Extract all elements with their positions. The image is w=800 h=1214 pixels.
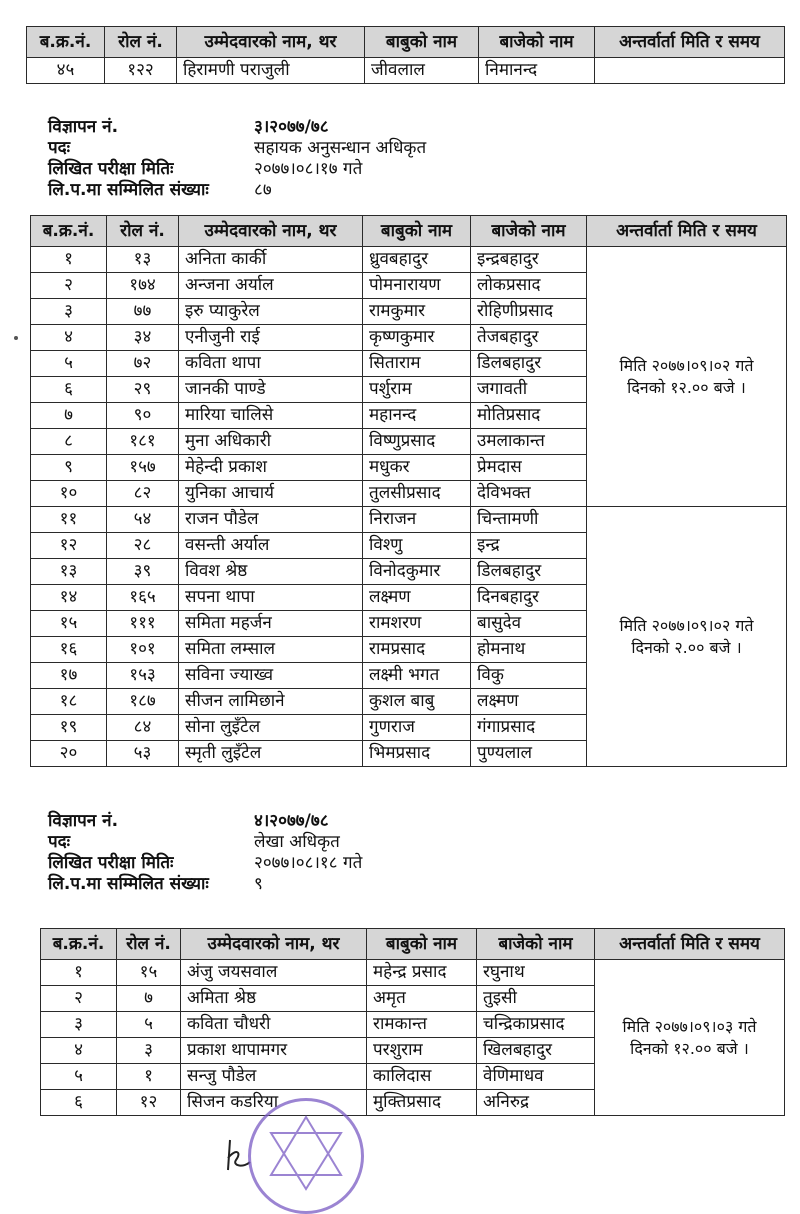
cell-candidate-name: हिरामणी पराजुली (177, 58, 365, 84)
label-participant-count: लि.प.मा सम्मिलित संख्याः (48, 874, 209, 894)
cell-candidate-name: सविना ज्याख्व (179, 663, 363, 689)
cell-candidate-name: मेहेन्दी प्रकाश (179, 455, 363, 481)
header-grandfather-name: बाजेको नाम (479, 27, 595, 58)
cell-serial-no: ४५ (27, 58, 105, 84)
cell-serial-no: १८ (31, 689, 107, 715)
table-body (41, 960, 785, 1116)
value-post: सहायक अनुसन्धान अधिकृत (254, 138, 427, 158)
cell-roll-no: १५७ (107, 455, 179, 481)
cell-roll-no: २८ (107, 533, 179, 559)
candidates-table-advert-3 (30, 215, 787, 767)
table-header-row (31, 216, 787, 247)
cell-father-name: कालिदास (367, 1064, 477, 1090)
cell-father-name: विष्णुप्रसाद (363, 429, 471, 455)
cell-father-name: पोमनारायण (363, 273, 471, 299)
advertisement-info-4 (48, 811, 362, 895)
cell-grandfather-name: वेणिमाधव (477, 1064, 595, 1090)
cell-roll-no: ५ (117, 1012, 181, 1038)
cell-father-name: विनोदकुमार (363, 559, 471, 585)
cell-serial-no: ६ (41, 1090, 117, 1116)
cell-father-name: जीवलाल (365, 58, 479, 84)
cell-father-name: अमृत (367, 986, 477, 1012)
cell-roll-no: १७४ (107, 273, 179, 299)
interview-date: मिति २०७७।०९।०३ गते (622, 1016, 757, 1036)
table-row (31, 507, 787, 533)
value-exam-date: २०७७।०८।१७ गते (254, 159, 363, 179)
cell-roll-no: २९ (107, 377, 179, 403)
cell-grandfather-name: डिलबहादुर (471, 351, 587, 377)
header-roll-no: रोल नं. (117, 929, 181, 960)
cell-father-name: सिताराम (363, 351, 471, 377)
cell-interview-datetime (587, 507, 787, 767)
cell-interview-datetime (595, 960, 785, 1116)
label-participant-count: लि.प.मा सम्मिलित संख्याः (48, 180, 209, 200)
value-exam-date: २०७७।०८।१८ गते (254, 853, 363, 873)
cell-roll-no: ७ (117, 986, 181, 1012)
cell-serial-no: ५ (41, 1064, 117, 1090)
cell-serial-no: १२ (31, 533, 107, 559)
cell-candidate-name: राजन पौडेल (179, 507, 363, 533)
cell-father-name: तुलसीप्रसाद (363, 481, 471, 507)
cell-candidate-name: मुना अधिकारी (179, 429, 363, 455)
cell-roll-no: १८७ (107, 689, 179, 715)
cell-grandfather-name: जगावती (471, 377, 587, 403)
cell-father-name: महेन्द्र प्रसाद (367, 960, 477, 986)
official-seal-icon (248, 1098, 364, 1214)
cell-candidate-name: युनिका आचार्य (179, 481, 363, 507)
header-grandfather-name: बाजेको नाम (477, 929, 595, 960)
cell-candidate-name: एनीजुनी राई (179, 325, 363, 351)
table-body (31, 247, 787, 767)
cell-serial-no: ७ (31, 403, 107, 429)
cell-serial-no: ५ (31, 351, 107, 377)
cell-father-name: गुणराज (363, 715, 471, 741)
cell-candidate-name: अनिता कार्की (179, 247, 363, 273)
cell-grandfather-name: गंगाप्रसाद (471, 715, 587, 741)
interview-time: दिनको १२.०० बजे । (630, 1038, 749, 1058)
cell-grandfather-name: मोतिप्रसाद (471, 403, 587, 429)
cell-serial-no: ६ (31, 377, 107, 403)
cell-grandfather-name: चन्द्रिकाप्रसाद (477, 1012, 595, 1038)
cell-father-name: परशुराम (367, 1038, 477, 1064)
table-header-row (41, 929, 785, 960)
cell-serial-no: १९ (31, 715, 107, 741)
cell-father-name: विश्णु (363, 533, 471, 559)
cell-grandfather-name: अनिरुद्र (477, 1090, 595, 1116)
cell-father-name: रामकुमार (363, 299, 471, 325)
header-roll-no: रोल नं. (105, 27, 177, 58)
cell-father-name: महानन्द (363, 403, 471, 429)
header-serial-no: ब.क्र.नं. (27, 27, 105, 58)
cell-grandfather-name: लक्ष्मण (471, 689, 587, 715)
cell-serial-no: ९ (31, 455, 107, 481)
header-interview-datetime: अन्तर्वार्ता मिति र समय (595, 929, 785, 960)
cell-candidate-name: प्रकाश थापामगर (181, 1038, 367, 1064)
cell-grandfather-name: रघुनाथ (477, 960, 595, 986)
cell-roll-no: १२ (117, 1090, 181, 1116)
cell-father-name: रामप्रसाद (363, 637, 471, 663)
cell-roll-no: ८२ (107, 481, 179, 507)
header-interview-datetime: अन्तर्वार्ता मिति र समय (587, 216, 787, 247)
cell-grandfather-name: तेजबहादुर (471, 325, 587, 351)
cell-roll-no: ५४ (107, 507, 179, 533)
cell-serial-no: १७ (31, 663, 107, 689)
cell-candidate-name: कविता थापा (179, 351, 363, 377)
label-post: पदः (48, 832, 71, 852)
label-advert-no: विज्ञापन नं. (48, 811, 119, 831)
header-grandfather-name: बाजेको नाम (471, 216, 587, 247)
cell-father-name: पर्शुराम (363, 377, 471, 403)
header-father-name: बाबुको नाम (363, 216, 471, 247)
cell-candidate-name: सीजन लामिछाने (179, 689, 363, 715)
cell-grandfather-name: उमलाकान्त (471, 429, 587, 455)
value-advert-no: ३।२०७७/७८ (254, 117, 329, 137)
cell-grandfather-name: निमानन्द (479, 58, 595, 84)
cell-serial-no: ११ (31, 507, 107, 533)
interview-time: दिनको १२.०० बजे । (627, 377, 746, 397)
cell-father-name: ध्रुवबहादुर (363, 247, 471, 273)
value-participant-count: ८७ (254, 180, 272, 200)
cell-candidate-name: मारिया चालिसे (179, 403, 363, 429)
cell-grandfather-name: इन्द्रबहादुर (471, 247, 587, 273)
cell-roll-no: ८४ (107, 715, 179, 741)
cell-grandfather-name: पुण्यलाल (471, 741, 587, 767)
cell-serial-no: २० (31, 741, 107, 767)
label-exam-date: लिखित परीक्षा मितिः (48, 159, 174, 179)
advertisement-info-3 (48, 117, 426, 201)
cell-roll-no: १२२ (105, 58, 177, 84)
table-row (31, 247, 787, 273)
cell-roll-no: ७२ (107, 351, 179, 377)
cell-candidate-name: अंजु जयसवाल (181, 960, 367, 986)
header-candidate-name: उम्मेदवारको नाम, थर (179, 216, 363, 247)
header-candidate-name: उम्मेदवारको नाम, थर (177, 27, 365, 58)
scan-speck (14, 336, 18, 340)
header-serial-no: ब.क्र.नं. (31, 216, 107, 247)
cell-serial-no: १६ (31, 637, 107, 663)
cell-grandfather-name: दिनबहादुर (471, 585, 587, 611)
cell-father-name: कुशल बाबु (363, 689, 471, 715)
cell-candidate-name: इरु प्याकुरेल (179, 299, 363, 325)
cell-interview-datetime (587, 247, 787, 507)
cell-serial-no: १४ (31, 585, 107, 611)
table-row (27, 58, 785, 84)
cell-candidate-name: सन्जु पौडेल (181, 1064, 367, 1090)
interview-time: दिनको २.०० बजे । (631, 637, 742, 657)
candidates-table-advert-4 (40, 928, 785, 1116)
cell-roll-no: १११ (107, 611, 179, 637)
cell-candidate-name: समिता महर्जन (179, 611, 363, 637)
cell-interview-datetime (595, 58, 785, 84)
cell-serial-no: ३ (41, 1012, 117, 1038)
cell-father-name: लक्ष्मी भगत (363, 663, 471, 689)
cell-serial-no: १ (31, 247, 107, 273)
cell-serial-no: १ (41, 960, 117, 986)
cell-roll-no: ३ (117, 1038, 181, 1064)
header-serial-no: ब.क्र.नं. (41, 929, 117, 960)
header-interview-datetime: अन्तर्वार्ता मिति र समय (595, 27, 785, 58)
cell-father-name: लक्ष्मण (363, 585, 471, 611)
cell-grandfather-name: इन्द्र (471, 533, 587, 559)
cell-candidate-name: कविता चौधरी (181, 1012, 367, 1038)
value-advert-no: ४।२०७७/७८ (254, 811, 329, 831)
cell-serial-no: १० (31, 481, 107, 507)
cell-father-name: रामशरण (363, 611, 471, 637)
cell-grandfather-name: चिन्तामणी (471, 507, 587, 533)
cell-grandfather-name: तुइसी (477, 986, 595, 1012)
label-advert-no: विज्ञापन नं. (48, 117, 119, 137)
cell-serial-no: १५ (31, 611, 107, 637)
cell-serial-no: ४ (41, 1038, 117, 1064)
interview-date: मिति २०७७।०९।०२ गते (619, 615, 754, 635)
cell-roll-no: १ (117, 1064, 181, 1090)
cell-roll-no: ९० (107, 403, 179, 429)
header-father-name: बाबुको नाम (365, 27, 479, 58)
cell-roll-no: १५ (117, 960, 181, 986)
label-exam-date: लिखित परीक्षा मितिः (48, 853, 174, 873)
cell-father-name: मधुकर (363, 455, 471, 481)
cell-roll-no: ७७ (107, 299, 179, 325)
cell-roll-no: १३ (107, 247, 179, 273)
value-participant-count: ९ (254, 874, 263, 894)
table-row (41, 960, 785, 986)
cell-candidate-name: सपना थापा (179, 585, 363, 611)
cell-father-name: मुक्तिप्रसाद (367, 1090, 477, 1116)
cell-candidate-name: अन्जना अर्याल (179, 273, 363, 299)
cell-serial-no: ४ (31, 325, 107, 351)
cell-serial-no: २ (31, 273, 107, 299)
cell-grandfather-name: रोहिणीप्रसाद (471, 299, 587, 325)
cell-grandfather-name: डिलबहादुर (471, 559, 587, 585)
cell-candidate-name: स्मृती लुइँटेल (179, 741, 363, 767)
cell-grandfather-name: देविभक्त (471, 481, 587, 507)
cell-serial-no: १३ (31, 559, 107, 585)
cell-candidate-name: वसन्ती अर्याल (179, 533, 363, 559)
cell-father-name: भिमप्रसाद (363, 741, 471, 767)
cell-grandfather-name: होमनाथ (471, 637, 587, 663)
cell-serial-no: २ (41, 986, 117, 1012)
cell-grandfather-name: खिलबहादुर (477, 1038, 595, 1064)
header-father-name: बाबुको नाम (367, 929, 477, 960)
candidates-table-continued (26, 26, 785, 84)
cell-grandfather-name: प्रेमदास (471, 455, 587, 481)
cell-father-name: निराजन (363, 507, 471, 533)
cell-candidate-name: सिजन कडरिया (181, 1090, 367, 1116)
cell-candidate-name: विवश श्रेष्ठ (179, 559, 363, 585)
cell-candidate-name: सोना लुइँटेल (179, 715, 363, 741)
cell-grandfather-name: विकु (471, 663, 587, 689)
cell-roll-no: ५३ (107, 741, 179, 767)
header-roll-no: रोल नं. (107, 216, 179, 247)
cell-roll-no: १५३ (107, 663, 179, 689)
cell-serial-no: ३ (31, 299, 107, 325)
table-header-row (27, 27, 785, 58)
cell-roll-no: १०१ (107, 637, 179, 663)
cell-father-name: रामकान्त (367, 1012, 477, 1038)
header-candidate-name: उम्मेदवारको नाम, थर (181, 929, 367, 960)
interview-date: मिति २०७७।०९।०२ गते (619, 355, 754, 375)
cell-father-name: कृष्णकुमार (363, 325, 471, 351)
label-post: पदः (48, 138, 71, 158)
cell-grandfather-name: लोकप्रसाद (471, 273, 587, 299)
cell-roll-no: ३४ (107, 325, 179, 351)
cell-candidate-name: अमिता श्रेष्ठ (181, 986, 367, 1012)
cell-roll-no: १६५ (107, 585, 179, 611)
cell-grandfather-name: बासुदेव (471, 611, 587, 637)
cell-roll-no: ३९ (107, 559, 179, 585)
cell-candidate-name: समिता लम्साल (179, 637, 363, 663)
value-post: लेखा अधिकृत (254, 832, 340, 852)
cell-candidate-name: जानकी पाण्डे (179, 377, 363, 403)
cell-roll-no: १८१ (107, 429, 179, 455)
cell-serial-no: ८ (31, 429, 107, 455)
